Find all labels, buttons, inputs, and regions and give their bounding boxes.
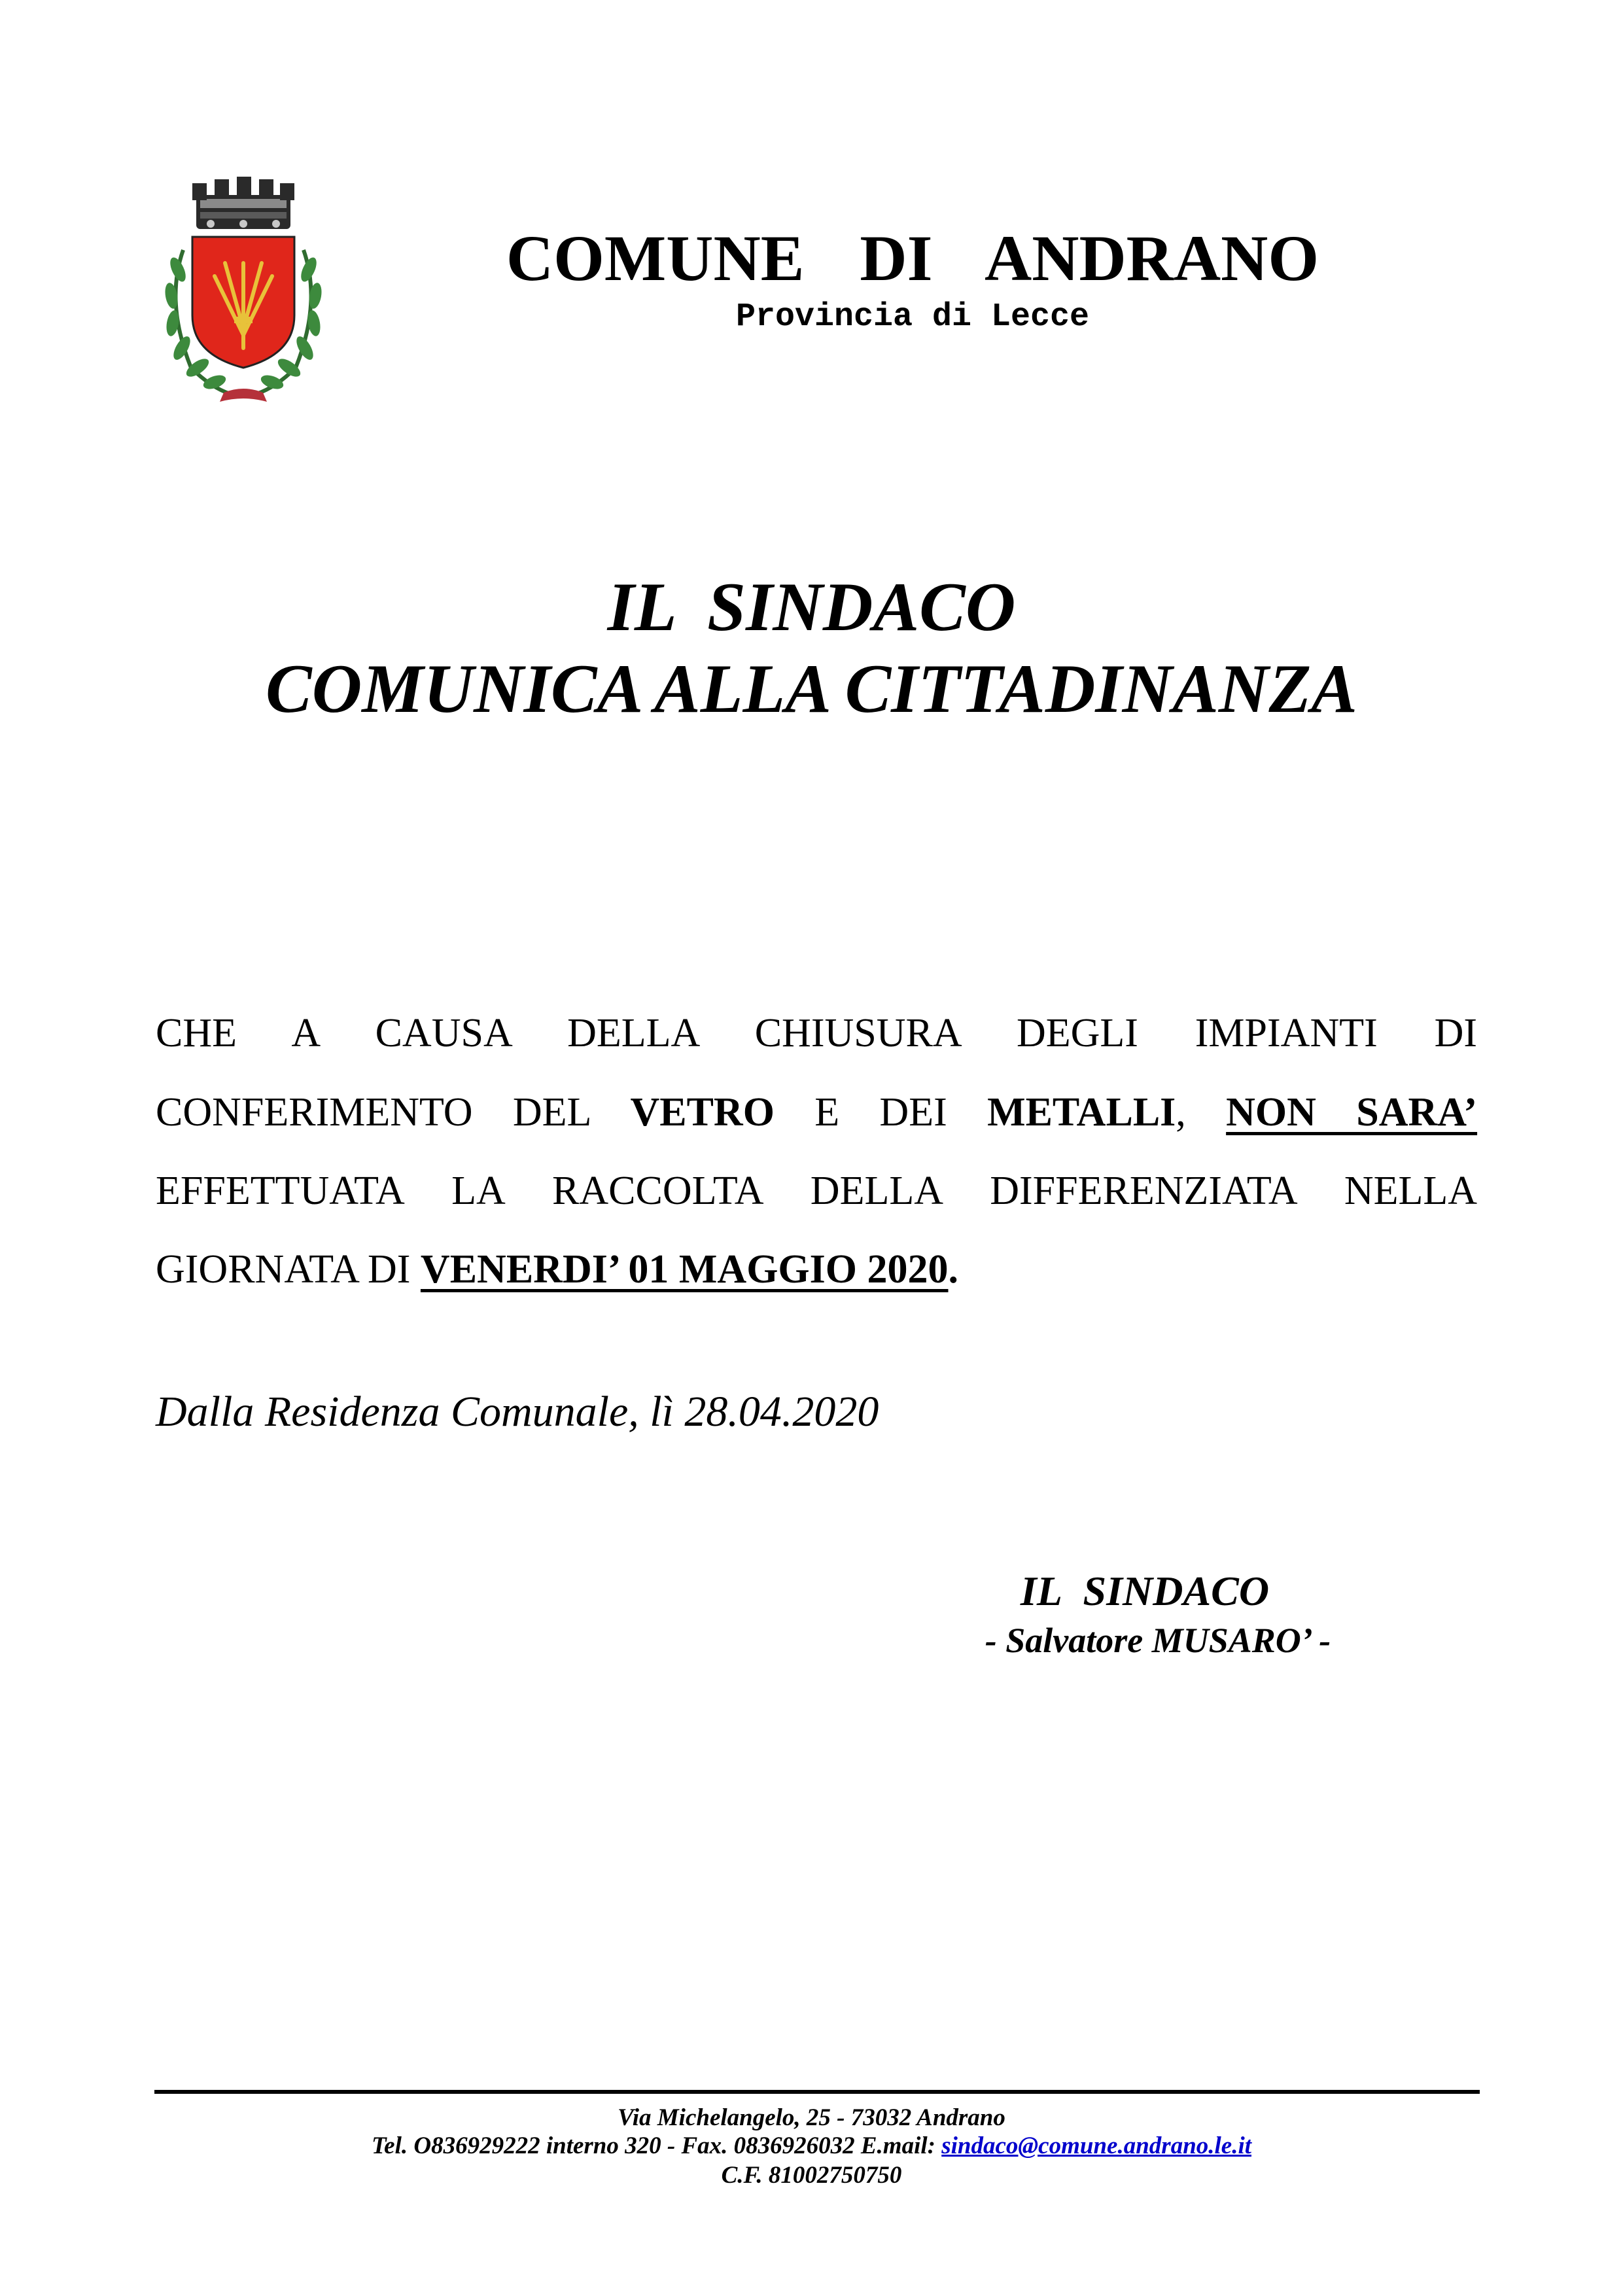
not-performed-emphasis: NON SARA’ <box>1226 1090 1478 1135</box>
crown-icon <box>192 177 294 229</box>
footer-divider <box>154 2090 1480 2094</box>
announcement-line-4: GIORNATA DI VENERDI’ 01 MAGGIO 2020. <box>156 1247 958 1292</box>
page-title: COMUNE DI ANDRANO <box>506 222 1319 294</box>
signature-name: - Salvatore MUSARO’ - <box>985 1621 1331 1660</box>
footer-contacts: Tel. O836929222 interno 320 - Fax. 0836926032 E.mail: sindaco@comune.andrano.le.it <box>371 2132 1252 2159</box>
heading-sindaco: IL SINDACO <box>607 569 1016 645</box>
announcement-line-2: CONFERIMENTO DEL VETRO E DEI METALLI, NON SARA’ <box>156 1090 1478 1135</box>
place-and-date: Dalla Residenza Comunale, lì 28.04.2020 <box>156 1388 879 1436</box>
footer-tax-code: C.F. 81002750750 <box>721 2162 902 2189</box>
glass-emphasis: VETRO <box>630 1090 775 1135</box>
email-link[interactable]: sindaco@comune.andrano.le.it <box>941 2132 1252 2159</box>
footer-address: Via Michelangelo, 25 - 73032 Andrano <box>618 2104 1005 2131</box>
heading-comunica: COMUNICA ALLA CITTADINANZA <box>266 650 1357 727</box>
announcement-line-1: CHE A CAUSA DELLA CHIUSURA DEGLI IMPIANTI DI <box>156 1011 1477 1055</box>
signature-role: IL SINDACO <box>1020 1568 1270 1614</box>
province-subtitle: Provincia di Lecce <box>735 298 1090 336</box>
municipal-crest-icon <box>152 171 335 407</box>
metals-emphasis: METALLI <box>987 1090 1176 1135</box>
collection-date: VENERDI’ 01 MAGGIO 2020 <box>420 1247 949 1292</box>
announcement-line-3: EFFETTUATA LA RACCOLTA DELLA DIFFERENZIATA NELLA <box>156 1169 1478 1213</box>
